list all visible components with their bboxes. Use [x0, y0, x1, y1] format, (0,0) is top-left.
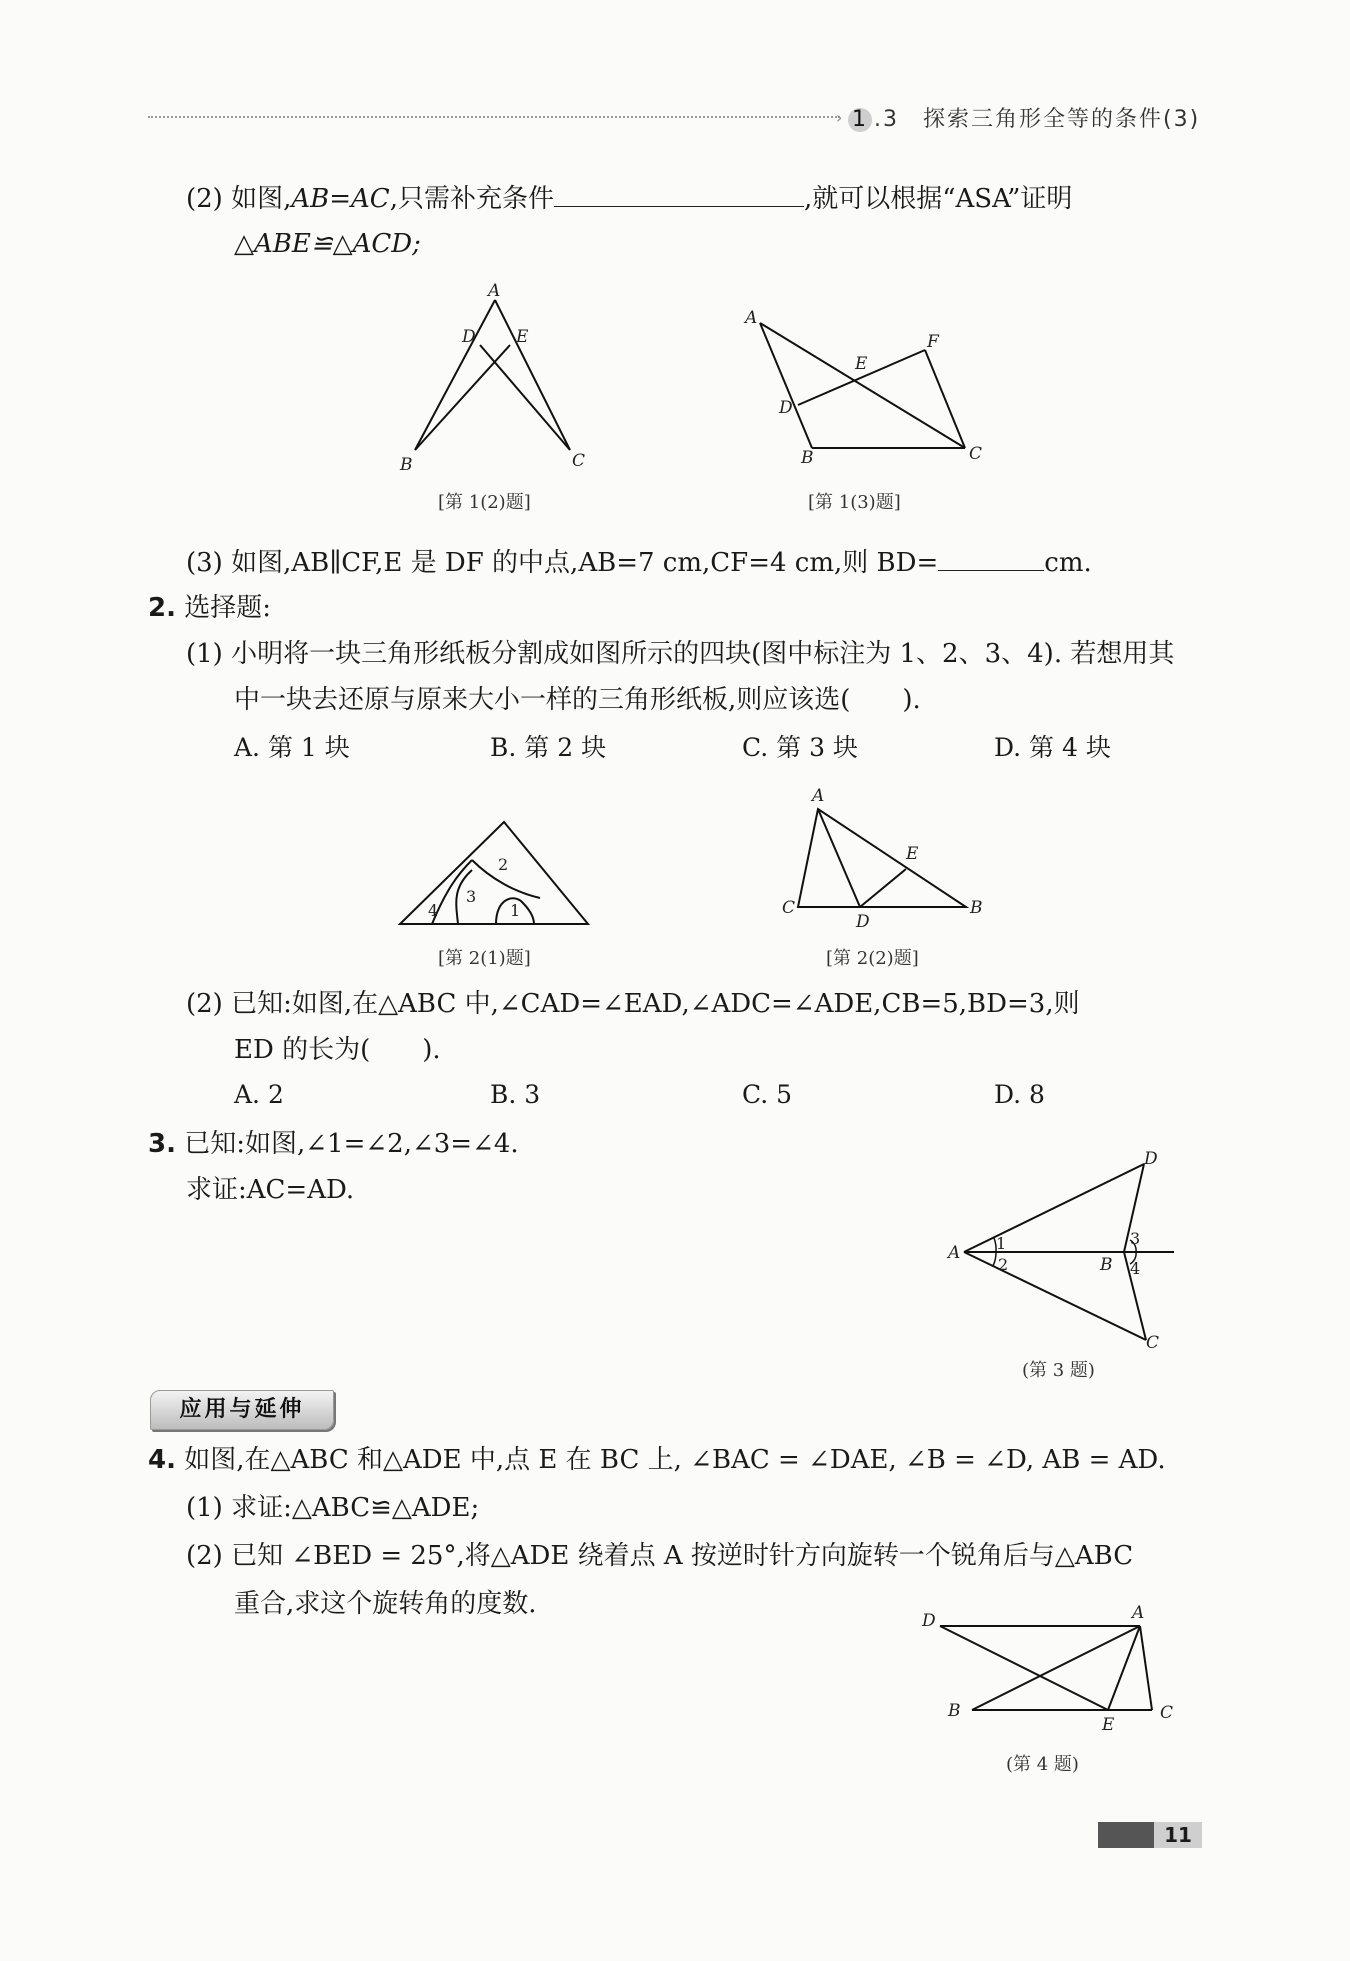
fig13-label-D: D [779, 398, 793, 418]
figure-3 [948, 1149, 1178, 1353]
fig4-segment-AC [1140, 1626, 1152, 1710]
fig3-label-D: D [1144, 1149, 1158, 1169]
q1-3-answer-blank[interactable] [938, 544, 1044, 571]
fig4-label-A: A [1132, 1603, 1145, 1623]
fig22-label-B: B [970, 898, 983, 918]
fig4-label-D: D [922, 1611, 936, 1631]
q1-3-text-b: cm. [1044, 548, 1092, 578]
fig13-segment-CF [925, 350, 965, 448]
fig22-label-A: A [812, 786, 825, 806]
fig21-label-2: 2 [498, 855, 509, 874]
fig4-segment-DE [940, 1626, 1108, 1710]
fig3-label-4: 4 [1130, 1259, 1141, 1278]
q2-1-option-d[interactable]: D. 第 4 块 [994, 733, 1111, 762]
q2-2-option-b[interactable]: B. 3 [490, 1080, 541, 1109]
fig22-segment-DE [860, 869, 906, 907]
fig22-label-D: D [856, 912, 870, 932]
fig3-angle-2-arc [993, 1252, 996, 1266]
q1-2-line1 [186, 180, 1072, 217]
q3-number: 3. [148, 1129, 176, 1159]
q2-2-option-d[interactable]: D. 8 [994, 1080, 1045, 1109]
chapter-badge: 1 [848, 108, 872, 132]
page-header [848, 102, 1200, 133]
fig22-label-E: E [906, 844, 919, 864]
q1-2-text-b: AB=AC [291, 184, 390, 214]
q2-2-line1: (2) 已知:如图,在△ABC 中,∠CAD=∠EAD,∠ADC=∠ADE,CB=5,BD=3,则 [186, 989, 1080, 1019]
fig3-label-A: A [948, 1243, 961, 1263]
fig3-label-C: C [1146, 1333, 1160, 1353]
q3-line2: 求证:AC=AD. [186, 1175, 355, 1205]
fig22-label-C: C [782, 898, 796, 918]
fig13-label-A: A [745, 308, 758, 328]
fig3-label-1: 1 [996, 1234, 1007, 1253]
q2-2-option-a[interactable]: A. 2 [234, 1080, 284, 1109]
fig3-segment-AD [964, 1164, 1144, 1252]
fig12-label-C: C [572, 451, 586, 471]
q2-title: 选择题: [184, 593, 271, 623]
q2-title-line [148, 590, 271, 626]
q4-line2: (1) 求证:△ABC≌△ADE; [186, 1493, 480, 1523]
q2-2-line2: ED 的长为( ). [234, 1035, 441, 1065]
fig13-segment-AB [760, 323, 812, 448]
q1-2-answer-blank[interactable] [554, 180, 804, 207]
fig4-label-B: B [948, 1701, 961, 1721]
fig13-label-E: E [855, 354, 868, 374]
q2-1-option-a[interactable]: A. 第 1 块 [234, 733, 350, 762]
q2-1-option-c[interactable]: C. 第 3 块 [742, 733, 858, 762]
section-title: .3 探索三角形全等的条件(3) [874, 107, 1201, 132]
header-dotted-rule [148, 116, 840, 118]
figure-1-3 [745, 305, 1005, 475]
fig4-caption: (第 4 题) [1006, 1754, 1079, 1775]
q1-3-text-a: (3) 如图,AB∥CF,E 是 DF 的中点,AB=7 cm,CF=4 cm,则 BD= [186, 548, 939, 578]
q1-2-text-d: ,就可以根据“ASA”证明 [803, 184, 1073, 214]
fig3-label-2: 2 [998, 1255, 1009, 1274]
q2-2-option-c[interactable]: C. 5 [742, 1080, 793, 1109]
fig3-label-3: 3 [1130, 1229, 1141, 1248]
q4-line1 [148, 1442, 1166, 1478]
fig21-label-3: 3 [466, 887, 477, 906]
fig3-label-B: B [1100, 1255, 1113, 1275]
q2-number: 2. [148, 593, 176, 623]
q1-3-line [186, 544, 1092, 581]
fig12-caption: [第 1(2)题] [438, 492, 531, 513]
q2-1-line1: (1) 小明将一块三角形纸板分割成如图所示的四块(图中标注为 1、2、3、4). 若想用其 [186, 639, 1175, 669]
fig4-segment-BA [972, 1626, 1140, 1710]
fig12-label-D: D [462, 327, 476, 347]
q2-1-line2: 中一块去还原与原来大小一样的三角形纸板,则应该选( ). [234, 685, 921, 715]
q1-2-line2: △ABE≌△ACD; [234, 229, 421, 259]
fig22-caption: [第 2(2)题] [826, 948, 919, 969]
page-number-bar [1098, 1822, 1154, 1848]
q4-number: 4. [148, 1445, 176, 1475]
q3-line1 [148, 1126, 519, 1162]
fig22-triangle-ABC [798, 809, 966, 907]
q3-given: 已知:如图,∠1=∠2,∠3=∠4. [184, 1129, 519, 1159]
fig13-label-F: F [927, 332, 939, 352]
fig3-segment-AC [964, 1252, 1146, 1340]
figure-2-2 [776, 785, 996, 935]
fig12-label-E: E [516, 327, 529, 347]
q1-2-text-c: ,只需补充条件 [389, 184, 554, 214]
fig4-label-C: C [1160, 1703, 1174, 1723]
fig21-label-1: 1 [510, 901, 521, 920]
q1-2-text-a: (2) 如图, [186, 184, 292, 214]
figure-1-2 [400, 280, 600, 480]
section-label: 应用与延伸 [150, 1390, 334, 1430]
q4-line3: (2) 已知 ∠BED = 25°,将△ADE 绕着点 A 按逆时针方向旋转一个锐角后与△ABC [186, 1541, 1134, 1571]
q4-given: 如图,在△ABC 和△ADE 中,点 E 在 BC 上, ∠BAC = ∠DAE, ∠B = ∠D, AB = AD. [184, 1445, 1166, 1475]
page-number: 11 [1154, 1822, 1202, 1848]
fig3-caption: (第 3 题) [1022, 1360, 1095, 1381]
q2-1-option-b[interactable]: B. 第 2 块 [490, 733, 607, 762]
fig21-caption: [第 2(1)题] [438, 948, 531, 969]
figure-4 [920, 1603, 1180, 1736]
header-arrow-icon: › [836, 108, 843, 127]
fig4-label-E: E [1102, 1715, 1115, 1735]
fig13-label-B: B [801, 448, 814, 468]
q4-line4: 重合,求这个旋转角的度数. [234, 1589, 537, 1619]
fig12-label-B: B [400, 455, 413, 475]
fig21-label-4: 4 [428, 901, 439, 920]
fig13-caption: [第 1(3)题] [808, 492, 901, 513]
fig13-label-C: C [969, 444, 983, 464]
figure-2-1 [398, 818, 592, 928]
fig12-label-A: A [488, 281, 501, 301]
